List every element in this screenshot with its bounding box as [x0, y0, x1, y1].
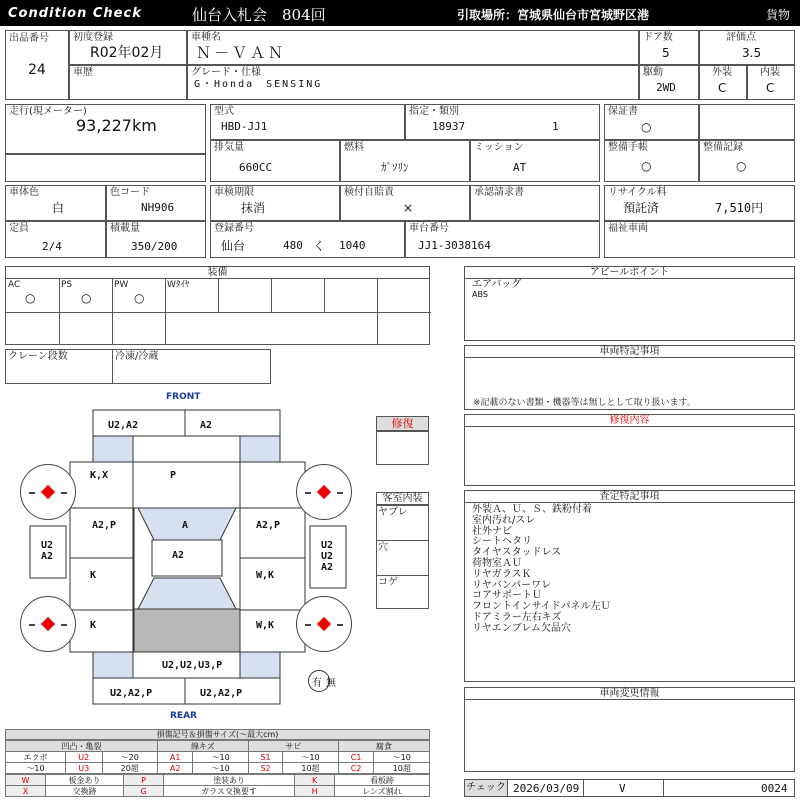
load-box [106, 221, 206, 258]
equip-pw-mark: ○ [134, 291, 145, 305]
recycle-status: 預託済 [623, 201, 660, 215]
load-label: 積載量 [110, 223, 140, 234]
score-label: 評価点 [726, 32, 756, 43]
legend-group-dent: 凹凸・亀裂 [6, 741, 158, 752]
doors-box [639, 30, 699, 65]
vehicle-type: 貨物 [766, 8, 791, 22]
equip-ps-mark: ○ [81, 291, 92, 305]
record-value: ○ [736, 159, 747, 173]
recycle-label: リサイクル料 [608, 187, 667, 198]
spare-tire-no: 無 [326, 678, 336, 689]
legend-cell: U3 [66, 763, 103, 774]
legend-cell: A1 [157, 752, 192, 763]
legend-code-desc: 看板跡 [335, 775, 430, 786]
inspection-note: リヤバンパーワレ [472, 579, 552, 591]
equip-wtire-label: Wﾀｲﾔ [167, 280, 190, 290]
appeal-header: アピールポイント [464, 266, 795, 279]
header-bar [0, 0, 800, 26]
inspection-box [210, 185, 340, 221]
mission-box [470, 140, 600, 182]
doors-value: 5 [662, 46, 670, 60]
body-color-box [5, 185, 106, 221]
inspection-note: フロントインサイドパネル左Ｕ [472, 601, 611, 613]
reg-number-box [210, 221, 405, 258]
legend-code-desc: 塗装あり [164, 775, 295, 786]
mark-rear-left1: K [90, 570, 97, 581]
crane-label: クレーン段数 [8, 351, 68, 362]
inspection-note: 社外ナビ [472, 525, 512, 537]
car-name-label: 車種名 [191, 32, 221, 43]
equip-pw [112, 279, 165, 312]
approval-label: 承認請求書 [474, 187, 524, 198]
interior-grid [376, 505, 429, 609]
legend-cell: ～10 [283, 752, 338, 763]
self-insp-value: × [403, 201, 414, 215]
score-box [699, 30, 795, 65]
warranty-blank [699, 104, 795, 140]
model-label: 型式 [214, 106, 234, 117]
fuel-box [340, 140, 470, 182]
rear-label: REAR [170, 711, 197, 721]
first-reg-value: R02年02月 [90, 45, 164, 61]
approval-box [470, 185, 600, 221]
changes-header: 車両変更情報 [464, 687, 795, 700]
color-code-value: NH906 [141, 201, 175, 214]
mark-side-right: U2 U2 A2 [321, 540, 334, 573]
spare-tire-indicator [308, 668, 342, 698]
spare-tire-yes: 有 [312, 678, 322, 689]
inspection-label: 車検期限 [214, 187, 254, 198]
legend-code: P [124, 775, 164, 786]
repair-header: 修復 [376, 416, 429, 431]
mark-rear-l: U2,A2,P [110, 688, 153, 699]
legend-group-corrosion: 腐食 [338, 741, 429, 752]
legend-cell: ～10 [193, 763, 248, 774]
chassis-box [405, 221, 600, 258]
reg-class: 480 [283, 239, 303, 252]
grade-box [187, 65, 639, 100]
record-label: 整備記録 [703, 142, 743, 153]
warranty-box [604, 104, 699, 140]
mark-front-left: U2,A2 [108, 420, 139, 431]
mark-side-left: U2 A2 [41, 540, 54, 562]
legend-code-desc: 板金あり [46, 775, 124, 786]
interior-label: 内装 [760, 67, 780, 78]
interior-burn: コゲ [378, 577, 398, 588]
legend-cell: ～10 [193, 752, 248, 763]
record-box [699, 140, 795, 182]
changes-box [464, 699, 795, 772]
appeal-line-2: ABS [472, 290, 488, 299]
legend-table [5, 740, 430, 774]
inspection-notes-box [464, 502, 795, 682]
equip-pw-label: PW [114, 280, 129, 290]
notes-box [464, 357, 795, 410]
legend-cell: S1 [248, 752, 282, 763]
check-number: 0024 [761, 782, 788, 795]
legend-group-scratch: 線キズ [157, 741, 248, 752]
capacity-box [5, 221, 106, 258]
displacement-label: 排気量 [214, 142, 244, 153]
designation-box [405, 104, 600, 140]
inspection-note: リヤエンブレム欠品穴 [472, 622, 571, 634]
drive-label: 駆動 [643, 67, 663, 78]
mark-door-fl: A2,P [92, 520, 117, 531]
mileage-box [5, 104, 206, 154]
tire-front-left [20, 464, 76, 520]
warranty-value: ○ [641, 120, 652, 134]
inspection-note: シートヘタリ [472, 536, 532, 548]
inspection-notes-header: 査定特記事項 [464, 490, 795, 503]
interior-hole: 穴 [378, 542, 388, 553]
legend-cell: ～10 [374, 752, 430, 763]
repair-details-header: 修復内容 [464, 414, 795, 427]
pickup-location: 引取場所：宮城県仙台市宮城野区港 [457, 8, 650, 22]
fuel-value: ｶﾞｿﾘﾝ [381, 161, 409, 174]
legend-cell: ～10 [6, 763, 66, 774]
manual-value: ○ [641, 159, 652, 173]
legend-cell: 20超 [102, 763, 157, 774]
manual-label: 整備手帳 [608, 142, 648, 153]
grade-value: G・Honda SENSING [194, 79, 323, 90]
inspection-note: 外装Ａ、Ｕ、Ｓ、鉄粉付着 [472, 504, 592, 515]
legend-code-desc: 交換跡 [46, 786, 124, 797]
tire-rear-right [296, 596, 352, 652]
inspection-note: タイヤスタッドレス [472, 547, 562, 559]
body-color-label: 車体色 [9, 187, 39, 198]
legend-title: 損傷記号＆損傷サイズ(～最大cm) [5, 729, 430, 740]
mark-rear-bumper: U2,U2,U3,P [162, 660, 223, 671]
legend-code: W [6, 775, 46, 786]
drive-box [639, 65, 699, 100]
appeal-line-1: エアバッグ [472, 279, 522, 290]
self-insp-box [340, 185, 470, 221]
manual-box [604, 140, 699, 182]
check-date: 2026/03/09 [513, 782, 580, 795]
car-name-value: Ｎ－ＶＡＮ [196, 44, 287, 62]
equip-ps [59, 279, 112, 312]
warranty-label: 保証書 [608, 106, 638, 117]
lot-label: 出品番号 [9, 33, 49, 44]
inspection-note: コアサポートＵ [472, 590, 542, 602]
legend-cell: 10超 [283, 763, 338, 774]
legend-cell: ～20 [102, 752, 157, 763]
fuel-label: 燃料 [344, 142, 364, 153]
interior-tear: ヤブレ [378, 507, 408, 518]
designation-label: 指定・類別 [409, 106, 459, 117]
lot-box [5, 30, 69, 100]
score-value: 3.5 [742, 46, 762, 60]
recycle-fee: 7,510円 [715, 201, 764, 215]
interior-box [747, 65, 795, 100]
logo: Condition Check [8, 6, 142, 21]
equip-wtire [165, 279, 218, 312]
welfare-box [604, 221, 795, 258]
legend-cell: C1 [338, 752, 374, 763]
car-name-box [187, 30, 639, 65]
legend-code: K [295, 775, 335, 786]
tire-rear-left [20, 596, 76, 652]
grade-label: グレード・仕様 [191, 67, 261, 78]
crane-fridge-row [5, 349, 271, 384]
legend-group-rust: サビ [248, 741, 338, 752]
inspection-notes-list [472, 505, 611, 635]
equip-ac-label: AC [8, 280, 21, 290]
mission-label: ミッション [474, 142, 524, 153]
legend-cell: S2 [248, 763, 282, 774]
chassis-label: 車台番号 [409, 223, 449, 234]
mark-hood-left: K,X [90, 470, 109, 481]
exterior-label: 外装 [712, 67, 732, 78]
displacement-box [210, 140, 340, 182]
equip-ac [6, 279, 59, 312]
repair-details-box [464, 426, 795, 486]
first-reg-label: 初度登録 [73, 32, 113, 43]
mark-roof: A2 [172, 550, 185, 561]
recycle-box [604, 185, 795, 221]
chassis-value: JJ1-3038164 [418, 239, 491, 252]
legend-cell: 10超 [374, 763, 430, 774]
inspection-note: ドアミラー左右キズ [472, 611, 562, 623]
color-code-box [106, 185, 206, 221]
legend-codes-table [5, 774, 430, 797]
legend-code: X [6, 786, 46, 797]
mark-front-right: A2 [200, 420, 213, 431]
notes-header: 車両特記事項 [464, 345, 795, 358]
exterior-box [699, 65, 747, 100]
reg-num: 1040 [339, 239, 366, 252]
mark-rear-right2: W,K [256, 620, 275, 631]
legend-cell: C2 [338, 763, 374, 774]
model-box [210, 104, 405, 140]
mark-rear-right1: W,K [256, 570, 275, 581]
doors-label: ドア数 [643, 32, 673, 43]
reg-kana: く [313, 239, 326, 253]
interior-grade: C [766, 81, 775, 95]
equip-ps-label: PS [61, 280, 73, 290]
welfare-label: 福祉車両 [608, 223, 648, 234]
mileage-label: 走行(現メーター) [9, 106, 87, 117]
history-label: 車歴 [73, 67, 93, 78]
reg-number-label: 登録番号 [214, 223, 254, 234]
inspection-note: 荷物室ＡＵ [472, 557, 522, 569]
notes-footer: ※記載のない書類・機器等は無しとして取り扱います。 [473, 398, 696, 408]
mileage-value: 93,227km [76, 116, 157, 135]
color-code-label: 色コード [110, 187, 150, 198]
history-box [69, 65, 187, 100]
capacity-value: 2/4 [42, 240, 62, 253]
legend-cell: エクボ [6, 752, 66, 763]
inspection-note: リヤガラスＫ [472, 568, 532, 580]
check-row [464, 779, 795, 797]
self-insp-label: 検付自賠責 [344, 187, 394, 198]
load-value: 350/200 [131, 240, 178, 253]
interior-header: 客室内装 [376, 492, 429, 505]
legend-cell: U2 [66, 752, 103, 763]
appeal-box [464, 278, 795, 341]
body-color-value: 白 [52, 201, 65, 215]
mark-hood-center: P [170, 470, 177, 481]
drive-value: 2WD [656, 81, 676, 94]
mark-roof-front: A [182, 520, 189, 531]
equipment-header: 装備 [5, 266, 430, 279]
fridge-label: 冷凍/冷蔵 [115, 351, 159, 362]
legend-code: H [295, 786, 335, 797]
inspection-note: 室内汚れ/スレ [472, 514, 536, 526]
check-label: チェック [465, 780, 507, 796]
category-value: 1 [552, 120, 559, 133]
exterior-grade: C [718, 81, 727, 95]
mark-rear-left2: K [90, 620, 97, 631]
reg-area: 仙台 [221, 239, 246, 253]
mark-rear-r: U2,A2,P [200, 688, 243, 699]
equipment-grid [5, 278, 430, 345]
inspection-value: 抹消 [241, 201, 266, 215]
mileage-blank [5, 154, 206, 182]
first-reg-box [69, 30, 187, 65]
auction-title: 仙台入札会 804回 [192, 6, 326, 24]
equip-ac-mark: ○ [25, 291, 36, 305]
mark-door-fr: A2,P [256, 520, 281, 531]
displacement-value: 660CC [239, 161, 273, 174]
mission-value: AT [513, 161, 527, 174]
legend-code: G [124, 786, 164, 797]
lot-number: 24 [28, 62, 46, 78]
legend-code-desc: ガラス交換要す [164, 786, 295, 797]
designation-value: 18937 [432, 120, 466, 133]
legend-code-desc: レンズ割れ [335, 786, 430, 797]
repair-box [376, 431, 429, 465]
legend-cell: A2 [157, 763, 192, 774]
capacity-label: 定員 [9, 223, 29, 234]
model-value: HBD-JJ1 [221, 120, 268, 133]
front-label: FRONT [166, 392, 201, 402]
tire-front-right [296, 464, 352, 520]
check-mark: V [619, 782, 626, 795]
